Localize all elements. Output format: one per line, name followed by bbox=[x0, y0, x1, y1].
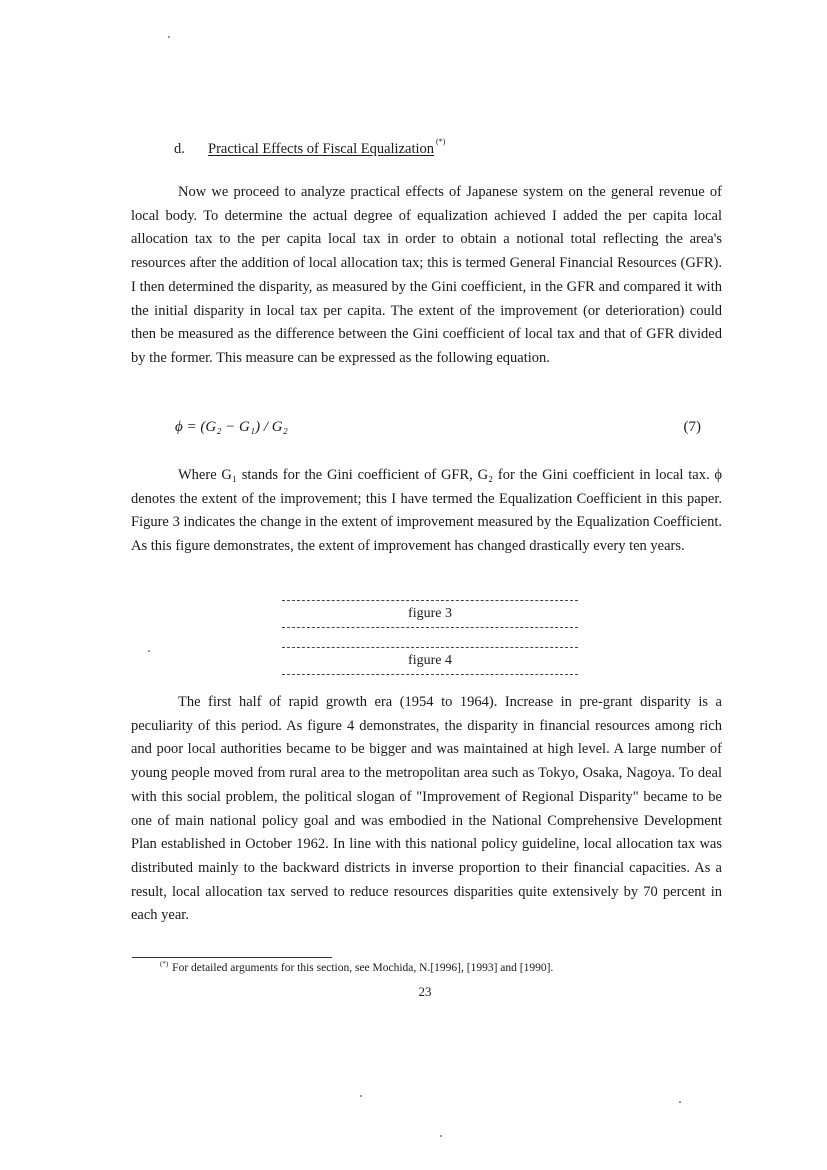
footnote-mark: (*) bbox=[160, 960, 169, 968]
equation-number: (7) bbox=[683, 419, 701, 435]
figure-4-placeholder bbox=[282, 647, 578, 675]
page-number: 23 bbox=[418, 984, 432, 999]
figure-4-label: figure 4 bbox=[408, 653, 452, 668]
paragraph-intro: Now we proceed to analyze practical effects of Japanese system on the general revenue of local body. To determine the actual degree of equalization achieved I added the per capita local allocation tax to the per capita local tax in order to obtain a notional total reflecting the area's resources after the addition of local allocation tax; this is termed General Financial Resources (GFR). I then determined the disparity, as measured by the Gini coefficient, in the GFR and compared it with the initial disparity in local tax per capita. The extent of the improvement (or deterioration) could then be measured as the difference between the Gini coefficient of local tax and that of GFR divided by the former. This measure can be expressed as the following equation. bbox=[131, 184, 722, 366]
footnote-text: For detailed arguments for this section, see Mochida, N.[1996], [1993] and [1990]. bbox=[172, 962, 554, 974]
scan-speck bbox=[440, 1135, 442, 1137]
heading-note-mark: (*) bbox=[436, 137, 446, 146]
footnote-divider bbox=[132, 957, 332, 958]
figure-3-placeholder bbox=[282, 600, 578, 628]
section-label: d. bbox=[174, 141, 185, 157]
paragraph-definition: Where G₁ stands for the Gini coefficient of GFR, G₂ for the Gini coefficient in local tax. ϕ denotes the extent of the improvement; this I have termed the Equalization Coefficient in this paper. Figure 3 indicates the change in the extent of improvement measured by the Equalization Coefficient. As this figure demonstrates, the extent of improvement has changed drastically every ten years. bbox=[131, 467, 722, 555]
scan-speck bbox=[360, 1095, 362, 1097]
paragraph-growth-era: The first half of rapid growth era (1954 to 1964). Increase in pre-grant disparity is a peculiarity of this period. As figure 4 demonstrates, the disparity in financial resources among rich and poor local authorities became to be bigger and was maintained at high level. A large number of young people moved from rural area to the metropolitan area such as Tokyo, Osaka, Nagoya. To deal with this social problem, the political slogan of "Improvement of Regional Disparity" became to be one of main national policy goal and was embodied in the National Comprehensive Development Plan established in October 1962. In line with this national policy guideline, local allocation tax was distributed mainly to the backward districts in inverse proportion to their financial capacities. As a result, local allocation tax served to reduce resources disparities quite extensively by 70 percent in each year. bbox=[131, 694, 722, 924]
scan-speck bbox=[148, 650, 150, 652]
equation-formula: ϕ = (G₂ − G₁) / G₂ bbox=[175, 419, 288, 435]
figure-3-label: figure 3 bbox=[408, 606, 452, 621]
equation-7 bbox=[175, 419, 703, 436]
scan-speck bbox=[679, 1101, 681, 1103]
scan-speck bbox=[168, 36, 170, 38]
section-heading bbox=[174, 137, 445, 158]
footnote bbox=[160, 960, 553, 974]
section-title: Practical Effects of Fiscal Equalization bbox=[208, 141, 435, 157]
